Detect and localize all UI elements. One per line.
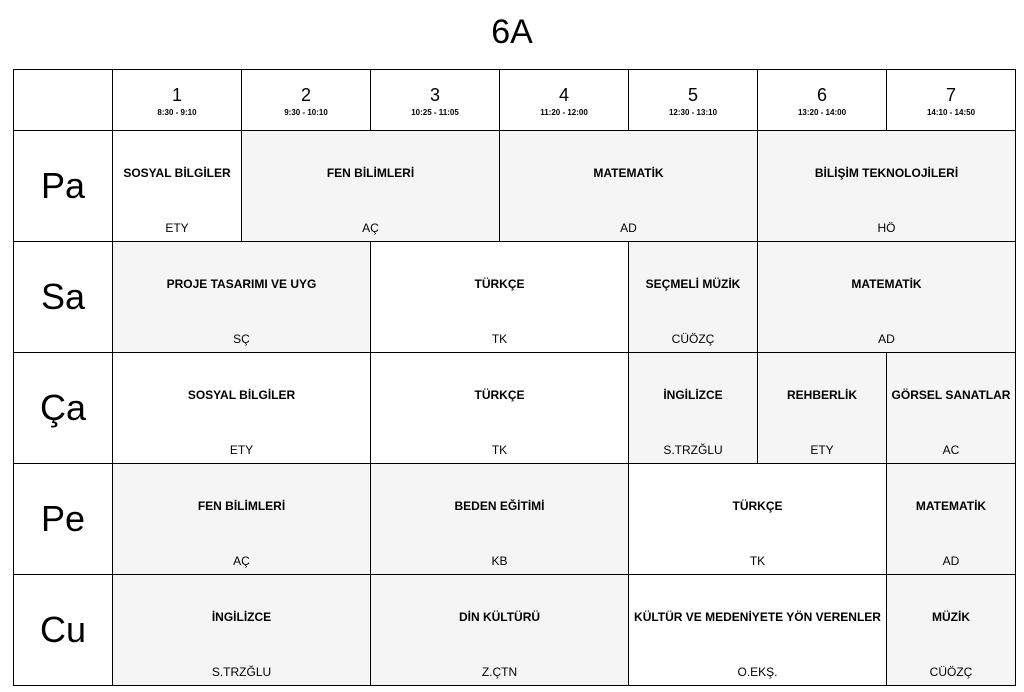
- period-header-6: [758, 70, 887, 131]
- lesson-subject: BİLİŞİM TEKNOLOJİLERİ: [814, 166, 959, 180]
- lesson-subject: GÖRSEL SANATLAR: [891, 388, 1011, 402]
- lesson-cell: [113, 575, 371, 686]
- period-number: 5: [687, 84, 698, 105]
- lesson-teacher: AÇ: [233, 554, 250, 568]
- lesson-subject: REHBERLİK: [786, 388, 857, 402]
- lesson-cell: [758, 242, 1016, 353]
- lesson-subject: MÜZİK: [932, 610, 970, 624]
- day-name: Pe: [14, 464, 113, 575]
- lesson-subject: KÜLTÜR VE MEDENİYETE YÖN VERENLER: [634, 610, 881, 624]
- period-header-3: [371, 70, 500, 131]
- period-header-5: [629, 70, 758, 131]
- period-time: 14:10 - 14:50: [926, 107, 976, 117]
- day-name: Ça: [14, 353, 113, 464]
- lesson-teacher: SÇ: [233, 332, 250, 346]
- lesson-teacher: AÇ: [362, 221, 379, 235]
- lesson-teacher: TK: [749, 554, 766, 568]
- period-time: 8:30 - 9:10: [157, 107, 197, 117]
- lesson-cell: [113, 353, 371, 464]
- lesson-cell: [371, 464, 629, 575]
- period-number: 7: [945, 84, 956, 105]
- period-number: 1: [171, 84, 182, 105]
- lesson-teacher: S.TRZĞLU: [663, 443, 723, 457]
- lesson-subject: FEN BİLİMLERİ: [326, 166, 415, 180]
- period-header-1: [113, 70, 242, 131]
- lesson-cell: [500, 131, 758, 242]
- lesson-subject: MATEMATİK: [593, 166, 664, 180]
- day-row-sa: [14, 242, 1016, 353]
- lesson-cell: [371, 242, 629, 353]
- lesson-teacher: Z.ÇTN: [481, 665, 518, 679]
- day-row-pe: [14, 464, 1016, 575]
- lesson-teacher: O.EKŞ.: [737, 665, 778, 679]
- period-number: 2: [300, 84, 311, 105]
- period-number: 3: [429, 84, 440, 105]
- lesson-cell: [629, 242, 758, 353]
- lesson-cell: [371, 353, 629, 464]
- period-time: 9:30 - 10:10: [284, 107, 328, 117]
- lesson-subject: TÜRKÇE: [732, 499, 783, 513]
- lesson-subject: MATEMATİK: [915, 499, 987, 513]
- period-time: 11:20 - 12:00: [540, 107, 588, 117]
- lesson-subject: PROJE TASARIMI VE UYG: [166, 277, 317, 291]
- lesson-cell: [887, 353, 1016, 464]
- lesson-cell: [371, 575, 629, 686]
- lesson-subject: TÜRKÇE: [474, 388, 525, 402]
- day-name: Cu: [14, 575, 113, 686]
- lesson-teacher: S.TRZĞLU: [211, 665, 272, 679]
- lesson-teacher: CÜÖZÇ: [671, 332, 715, 346]
- lesson-cell: [629, 353, 758, 464]
- period-header-2: [242, 70, 371, 131]
- day-row-cu: [14, 575, 1016, 686]
- lesson-teacher: AD: [942, 554, 960, 568]
- lesson-cell: [758, 353, 887, 464]
- period-number: 4: [558, 84, 569, 105]
- lesson-cell: [887, 464, 1016, 575]
- period-header-7: [887, 70, 1016, 131]
- lesson-cell: [242, 131, 500, 242]
- lesson-subject: MATEMATİK: [851, 277, 922, 291]
- lesson-subject: BEDEN EĞİTİMİ: [454, 499, 545, 513]
- day-name: Sa: [14, 242, 113, 353]
- lesson-teacher: TK: [491, 443, 508, 457]
- lesson-teacher: AC: [942, 443, 960, 457]
- lesson-subject: SOSYAL BİLGİLER: [187, 388, 296, 402]
- lesson-cell: [113, 242, 371, 353]
- day-name: Pa: [14, 131, 113, 242]
- lesson-cell: [113, 131, 242, 242]
- timetable: [13, 69, 1016, 686]
- lesson-teacher: TK: [491, 332, 508, 346]
- lesson-subject: İNGİLİZCE: [663, 388, 723, 402]
- lesson-teacher: ETY: [229, 443, 254, 457]
- day-row-pa: [14, 131, 1016, 242]
- lesson-cell: [629, 575, 887, 686]
- lesson-teacher: ETY: [165, 221, 189, 235]
- lesson-teacher: ETY: [810, 443, 834, 457]
- period-time: 12:30 - 13:10: [668, 107, 718, 117]
- lesson-teacher: AD: [878, 332, 895, 346]
- lesson-subject: TÜRKÇE: [474, 277, 525, 291]
- lesson-teacher: KB: [491, 554, 508, 568]
- lesson-teacher: HÖ: [877, 221, 896, 235]
- lesson-cell: [887, 575, 1016, 686]
- lesson-subject: SEÇMELİ MÜZİK: [645, 277, 741, 291]
- lesson-cell: [758, 131, 1016, 242]
- lesson-cell: [629, 464, 887, 575]
- period-header-row: [14, 70, 1016, 131]
- lesson-subject: FEN BİLİMLERİ: [197, 499, 286, 513]
- day-row-ca: [14, 353, 1016, 464]
- page-title: 6A: [491, 13, 533, 51]
- period-header-4: [500, 70, 629, 131]
- lesson-subject: SOSYAL BİLGİLER: [123, 166, 231, 180]
- lesson-teacher: AD: [620, 221, 637, 235]
- period-time: 10:25 - 11:05: [411, 107, 459, 117]
- corner-cell: [14, 70, 113, 131]
- lesson-subject: DİN KÜLTÜRÜ: [458, 610, 541, 624]
- lesson-teacher: CÜÖZÇ: [929, 665, 973, 679]
- lesson-subject: İNGİLİZCE: [211, 610, 272, 624]
- period-number: 6: [816, 84, 827, 105]
- lesson-cell: [113, 464, 371, 575]
- period-time: 13:20 - 14:00: [797, 107, 847, 117]
